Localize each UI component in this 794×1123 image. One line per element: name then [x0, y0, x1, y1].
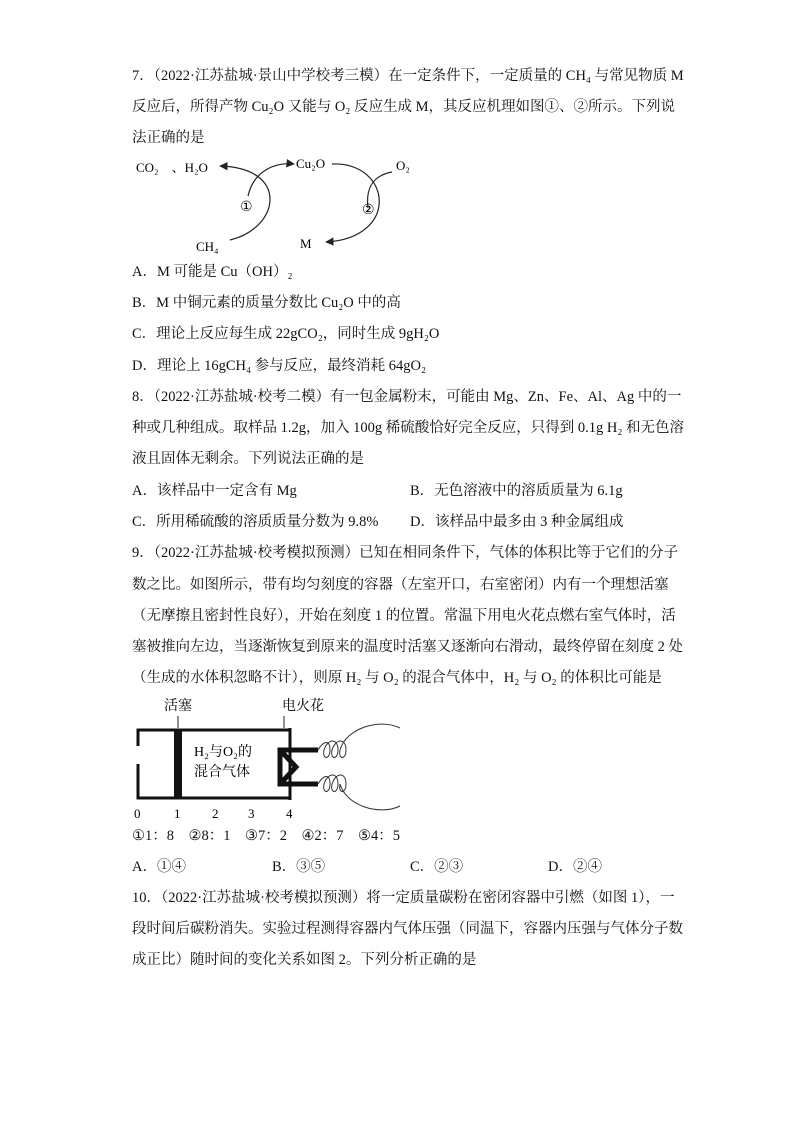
q7-stem-line-1: 7．（2022·江苏盐城·景山中学校考三模）在一定条件下，一定质量的 CH₄ 与常见物质 M [132, 68, 684, 84]
q9-wire-lower [318, 775, 400, 810]
q7-option-b: B．M 中铜元素的质量分数比 Cu₂O 中的高 [132, 295, 401, 311]
q8-stem-line-1: 8．（2022·江苏盐城·校考二模）有一包金属粉末，可能由 Mg、Zn、Fe、Al、Ag 中的一 [132, 389, 682, 405]
q9-stem-line-1: 9．（2022·江苏盐城·校考模拟预测）已知在相同条件下，气体的体积比等于它们的分子 [132, 545, 679, 561]
q10-stem-line-3: 成正比）随时间的变化关系如图 2。下列分析正确的是 [132, 952, 477, 968]
q8-option-d: D．该样品中最多由 3 种金属组成 [410, 514, 624, 530]
q9-tick-0: 0 [134, 806, 141, 819]
q9-stem-line-4: 塞被推向左边，当逐渐恢复到原来的温度时活塞又逐渐向右滑动，最终停留在刻度 2 处 [132, 639, 683, 655]
q7-ch4-label: CH₄ [196, 239, 219, 254]
q7-reaction-mechanism-diagram [130, 148, 450, 258]
q9-tick-3: 3 [248, 806, 255, 819]
q10-stem-line-1: 10．（2022·江苏盐城·校考模拟预测）将一定质量碳粉在密闭容器中引燃（如图 1），一 [132, 890, 675, 906]
q7-m-label: M [300, 236, 312, 251]
q9-option-a: A．①④ [132, 859, 186, 875]
q7-step1-label: ① [240, 200, 253, 215]
q7-cu2o-label: Cu₂O [296, 156, 326, 171]
q9-spark-electrodes [280, 750, 318, 784]
q7-option-c: C．理论上反应每生成 22gCO₂，同时生成 9gH₂O [132, 326, 440, 342]
q9-wire-upper [318, 724, 400, 757]
q9-tick-4: 4 [286, 806, 293, 819]
q8-stem-line-3: 液且固体无剩余。下列说法正确的是 [132, 451, 364, 467]
q9-tick-2: 2 [212, 806, 219, 819]
q7-stem-line-3: 法正确的是 [132, 130, 205, 146]
q7-option-a: A．M 可能是 Cu（OH）₂ [132, 264, 293, 280]
q9-ratio-choices: ①1：8 ②8：1 ③7：2 ④2：7 ⑤4：5 [132, 828, 400, 844]
q7-products-label: CO₂ 、H₂O [136, 160, 208, 175]
q9-gas-label-line-1: H₂与O₂的 [194, 745, 252, 760]
q9-piston [174, 730, 182, 798]
q9-stem-line-2: 数之比。如图所示，带有均匀刻度的容器（左室开口，右室密闭）内有一个理想活塞 [132, 577, 669, 593]
q9-container-left-wall-upper [138, 730, 290, 746]
q7-option-d: D．理论上 16gCH₄ 参与反应，最终消耗 64gO₂ [132, 358, 427, 374]
q8-option-b: B．无色溶液中的溶质质量为 6.1g [410, 483, 623, 499]
q8-option-a: A．该样品中一定含有 Mg [132, 483, 297, 499]
q7-o2-label: O₂ [396, 158, 410, 173]
q9-stem-line-5: （生成的水体积忽略不计），则原 H₂ 与 O₂ 的混合气体中，H₂ 与 O₂ 的体积比可能是 [132, 670, 662, 686]
q9-option-c: C．②③ [410, 859, 464, 875]
q9-gas-label-line-2: 混合气体 [194, 765, 250, 780]
q8-option-c: C．所用稀硫酸的溶质质量分数为 9.8% [132, 514, 379, 530]
q9-option-b: B．③⑤ [272, 859, 326, 875]
q9-piston-label: 活塞 [164, 699, 192, 714]
q9-tick-1: 1 [174, 806, 181, 819]
q8-stem-line-2: 种或几种组成。取样品 1.2g，加入 100g 稀硫酸恰好完全反应，只得到 0.1g H₂ 和无色溶 [132, 420, 685, 436]
q9-stem-line-3: （无摩擦且密封性良好），开始在刻度 1 的位置。常温下用电火花点燃右室气体时，活 [132, 608, 676, 624]
q7-step2-label: ② [362, 203, 375, 218]
q9-option-d: D．②④ [548, 859, 602, 875]
q7-stem-line-2: 反应后，所得产物 Cu₂O 又能与 O₂ 反应生成 M，其反应机理如图①、②所示。下列说 [132, 99, 675, 115]
q7-arrow-to-cu2o [248, 164, 294, 196]
q10-stem-line-2: 段时间后碳粉消失。实验过程测得容器内气体压强（同温下，容器内压强与气体分子数 [132, 921, 683, 937]
q9-spark-label: 电火花 [282, 699, 324, 714]
q9-piston-container-diagram [128, 694, 428, 819]
